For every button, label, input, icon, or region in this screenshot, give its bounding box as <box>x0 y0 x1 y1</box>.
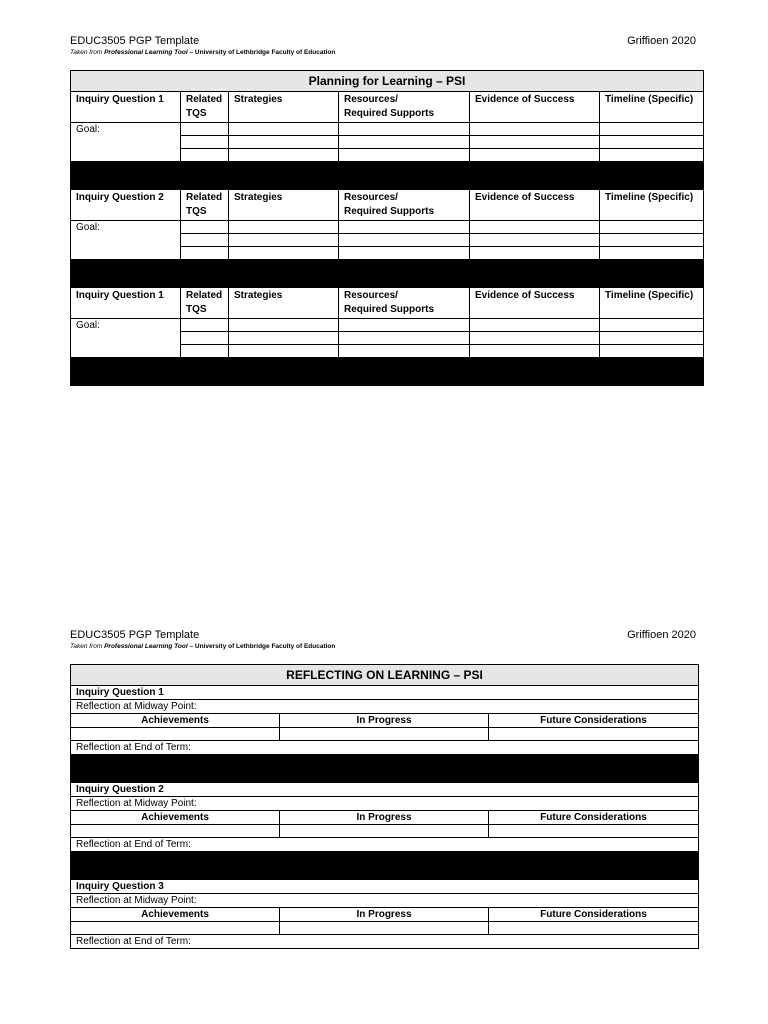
template-title: EDUC3505 PGP Template <box>70 35 200 47</box>
input-cell[interactable] <box>229 123 339 136</box>
input-cell[interactable] <box>280 825 489 838</box>
future-considerations-header: Future Considerations <box>489 811 699 825</box>
page-header-1 <box>70 35 696 56</box>
input-cell[interactable] <box>229 149 339 162</box>
input-cell[interactable] <box>600 345 704 358</box>
input-cell[interactable] <box>339 136 470 149</box>
planning-header-row <box>71 288 704 319</box>
input-cell[interactable] <box>229 221 339 234</box>
midway-reflection[interactable]: Reflection at Midway Point: <box>71 894 699 908</box>
evidence-header: Evidence of Success <box>470 288 600 319</box>
input-cell[interactable] <box>470 149 600 162</box>
planning-header-row <box>71 92 704 123</box>
input-cell[interactable] <box>600 319 704 332</box>
related-tqs-header: Related TQS <box>181 190 229 221</box>
input-cell[interactable] <box>470 221 600 234</box>
input-cell[interactable] <box>229 345 339 358</box>
input-cell[interactable] <box>470 319 600 332</box>
timeline-header: Timeline (Specific) <box>600 288 704 319</box>
input-cell[interactable] <box>470 345 600 358</box>
resources-header: Resources/ Required Supports <box>339 92 470 123</box>
source-line: Taken from Professional Learning Tool – University of Lethbridge Faculty of Education <box>70 49 336 56</box>
future-considerations-header: Future Considerations <box>489 908 699 922</box>
input-cell[interactable] <box>280 728 489 741</box>
input-cell[interactable] <box>181 332 229 345</box>
reflecting-table <box>70 664 699 949</box>
input-cell[interactable] <box>229 332 339 345</box>
in-progress-header: In Progress <box>280 908 489 922</box>
input-cell[interactable] <box>470 247 600 260</box>
planning-table <box>70 70 704 386</box>
input-cell[interactable] <box>71 922 280 935</box>
end-reflection[interactable]: Reflection at End of Term: <box>71 935 699 949</box>
input-cell[interactable] <box>181 221 229 234</box>
input-cell[interactable] <box>181 123 229 136</box>
timeline-header: Timeline (Specific) <box>600 92 704 123</box>
input-cell[interactable] <box>600 221 704 234</box>
input-cell[interactable] <box>339 123 470 136</box>
end-reflection[interactable]: Reflection at End of Term: <box>71 741 699 755</box>
input-cell[interactable] <box>71 825 280 838</box>
midway-reflection[interactable]: Reflection at Midway Point: <box>71 797 699 811</box>
input-cell[interactable] <box>470 332 600 345</box>
input-cell[interactable] <box>181 149 229 162</box>
planning-title: Planning for Learning – PSI <box>71 71 704 92</box>
input-cell[interactable] <box>181 319 229 332</box>
black-divider <box>71 755 699 783</box>
evidence-header: Evidence of Success <box>470 92 600 123</box>
input-cell[interactable] <box>181 247 229 260</box>
author-year: Griffioen 2020 <box>627 35 696 47</box>
black-divider <box>71 162 704 190</box>
input-cell[interactable] <box>600 234 704 247</box>
input-cell[interactable] <box>181 234 229 247</box>
achievements-header: Achievements <box>71 908 280 922</box>
input-cell[interactable] <box>489 825 699 838</box>
strategies-header: Strategies <box>229 92 339 123</box>
input-cell[interactable] <box>181 136 229 149</box>
in-progress-header: In Progress <box>280 811 489 825</box>
black-divider <box>71 358 704 386</box>
input-cell[interactable] <box>229 136 339 149</box>
resources-header: Resources/ Required Supports <box>339 288 470 319</box>
input-cell[interactable] <box>600 247 704 260</box>
planning-header-row <box>71 190 704 221</box>
evidence-header: Evidence of Success <box>470 190 600 221</box>
template-title: EDUC3505 PGP Template <box>70 629 200 641</box>
inquiry-question-label: Inquiry Question 2 <box>71 190 181 221</box>
related-tqs-header: Related TQS <box>181 288 229 319</box>
input-cell[interactable] <box>489 922 699 935</box>
end-reflection[interactable]: Reflection at End of Term: <box>71 838 699 852</box>
author-year: Griffioen 2020 <box>627 629 696 641</box>
inquiry-question-label: Inquiry Question 2 <box>71 783 699 797</box>
input-cell[interactable] <box>470 234 600 247</box>
input-cell[interactable] <box>600 149 704 162</box>
strategies-header: Strategies <box>229 288 339 319</box>
timeline-header: Timeline (Specific) <box>600 190 704 221</box>
strategies-header: Strategies <box>229 190 339 221</box>
input-cell[interactable] <box>339 234 470 247</box>
midway-reflection[interactable]: Reflection at Midway Point: <box>71 700 699 714</box>
input-cell[interactable] <box>229 319 339 332</box>
input-cell[interactable] <box>339 247 470 260</box>
source-line: Taken from Professional Learning Tool – University of Lethbridge Faculty of Education <box>70 643 336 650</box>
reflecting-title: REFLECTING ON LEARNING – PSI <box>71 665 699 686</box>
input-cell[interactable] <box>470 136 600 149</box>
page-header-2 <box>70 629 696 650</box>
input-cell[interactable] <box>339 319 470 332</box>
goal-cell[interactable]: Goal: <box>71 123 181 162</box>
inquiry-question-label: Inquiry Question 1 <box>71 288 181 319</box>
resources-header: Resources/ Required Supports <box>339 190 470 221</box>
in-progress-header: In Progress <box>280 714 489 728</box>
input-cell[interactable] <box>339 332 470 345</box>
inquiry-question-label: Inquiry Question 1 <box>71 92 181 123</box>
future-considerations-header: Future Considerations <box>489 714 699 728</box>
input-cell[interactable] <box>339 221 470 234</box>
goal-cell[interactable]: Goal: <box>71 319 181 358</box>
input-cell[interactable] <box>280 922 489 935</box>
input-cell[interactable] <box>600 123 704 136</box>
input-cell[interactable] <box>71 728 280 741</box>
inquiry-question-label: Inquiry Question 3 <box>71 880 699 894</box>
related-tqs-header: Related TQS <box>181 92 229 123</box>
achievements-header: Achievements <box>71 811 280 825</box>
goal-cell[interactable]: Goal: <box>71 221 181 260</box>
inquiry-question-label: Inquiry Question 1 <box>71 686 699 700</box>
input-cell[interactable] <box>229 247 339 260</box>
black-divider <box>71 260 704 288</box>
input-cell[interactable] <box>339 149 470 162</box>
input-cell[interactable] <box>339 345 470 358</box>
black-divider <box>71 852 699 880</box>
input-cell[interactable] <box>229 234 339 247</box>
input-cell[interactable] <box>470 123 600 136</box>
achievements-header: Achievements <box>71 714 280 728</box>
input-cell[interactable] <box>489 728 699 741</box>
input-cell[interactable] <box>600 136 704 149</box>
input-cell[interactable] <box>181 345 229 358</box>
input-cell[interactable] <box>600 332 704 345</box>
